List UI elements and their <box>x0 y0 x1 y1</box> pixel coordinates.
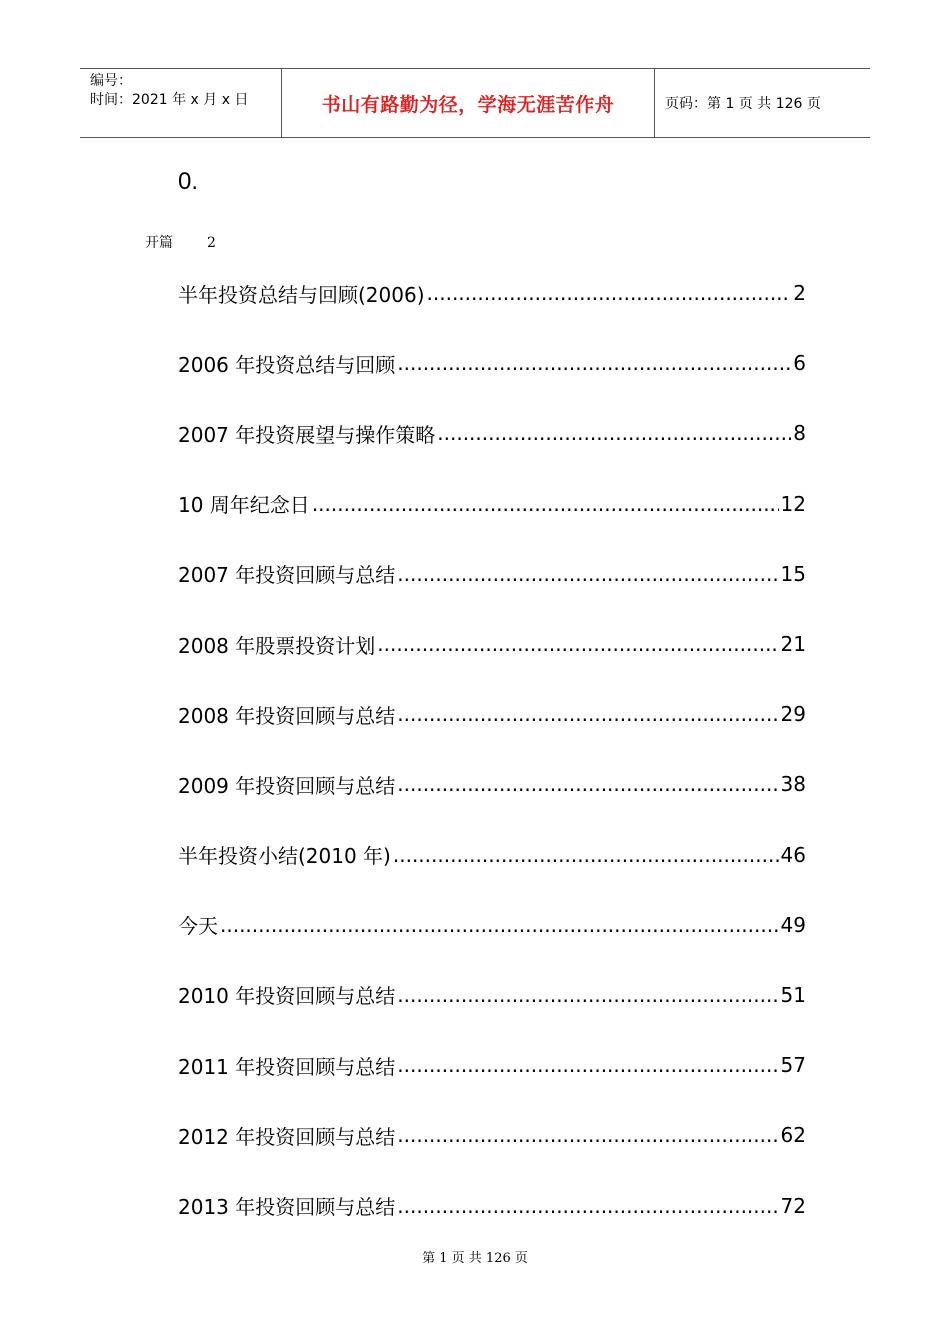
toc-entry[interactable] <box>178 820 806 890</box>
header-motto <box>282 69 655 137</box>
toc-leader <box>220 913 779 937</box>
toc-page: 51 <box>780 982 806 1007</box>
number-label: 编号： <box>90 73 132 89</box>
toc-page: 15 <box>780 561 806 586</box>
page-info-text: 页码：第 1 页 共 126 页 <box>665 96 821 112</box>
toc-page: 72 <box>780 1193 806 1218</box>
toc-page: 21 <box>780 632 806 657</box>
toc-entry[interactable] <box>178 328 806 398</box>
toc-entry[interactable] <box>178 960 806 1030</box>
toc-page: 2 <box>793 281 806 306</box>
toc-title: 半年投资小结(2010 年) <box>178 844 391 869</box>
toc-title: 半年投资总结与回顾(2006) <box>178 282 425 307</box>
toc-page: 46 <box>780 842 806 867</box>
toc-leader <box>397 351 791 375</box>
toc-entry[interactable] <box>178 609 806 679</box>
toc-entry[interactable] <box>178 890 806 960</box>
toc-title: 2006 年投资总结与回顾 <box>178 352 396 377</box>
time-label: 时间：2021 年 x 月 x 日 <box>90 92 249 108</box>
toc-title: 2011 年投资回顾与总结 <box>178 1054 396 1079</box>
toc-leader <box>377 632 778 656</box>
toc-leader <box>397 562 778 586</box>
toc-title: 2009 年投资回顾与总结 <box>178 773 396 798</box>
toc-leader <box>437 421 791 445</box>
toc-title: 2007 年投资回顾与总结 <box>178 563 396 588</box>
toc-entry[interactable] <box>178 679 806 749</box>
toc-title: 10 周年纪念日 <box>178 493 310 518</box>
section-page-number: 2 <box>207 235 216 251</box>
motto-text: 书山有路勤为径，学海无涯苦作舟 <box>321 93 615 116</box>
toc-title: 2012 年投资回顾与总结 <box>178 1124 396 1149</box>
toc-title: 2007 年投资展望与操作策略 <box>178 422 436 447</box>
page-header <box>80 68 870 138</box>
toc-leader <box>312 492 779 516</box>
doc-number: 0. <box>178 168 199 195</box>
toc-leader <box>393 843 779 867</box>
toc-leader <box>397 1194 778 1218</box>
toc-entry[interactable] <box>178 258 806 328</box>
toc-entry[interactable] <box>178 1100 806 1170</box>
toc-page: 49 <box>780 912 806 937</box>
toc-title: 2013 年投资回顾与总结 <box>178 1195 396 1220</box>
toc-page: 8 <box>793 421 806 446</box>
table-of-contents <box>178 258 806 1241</box>
toc-leader <box>397 702 778 726</box>
toc-title: 2010 年投资回顾与总结 <box>178 984 396 1009</box>
toc-entry[interactable] <box>178 749 806 819</box>
toc-entry[interactable] <box>178 1030 806 1100</box>
toc-leader <box>397 1053 778 1077</box>
toc-entry[interactable] <box>178 469 806 539</box>
toc-title: 2008 年股票投资计划 <box>178 633 376 658</box>
section-heading <box>145 232 216 252</box>
toc-entry[interactable] <box>178 539 806 609</box>
toc-leader <box>427 281 792 305</box>
header-meta <box>80 69 282 137</box>
toc-page: 6 <box>793 351 806 376</box>
toc-page: 57 <box>780 1053 806 1078</box>
header-page-info <box>655 69 870 137</box>
toc-leader <box>397 1123 778 1147</box>
toc-title: 2008 年投资回顾与总结 <box>178 703 396 728</box>
toc-leader <box>397 772 778 796</box>
page-footer: 第 1 页 共 126 页 <box>422 1251 528 1266</box>
toc-page: 38 <box>780 772 806 797</box>
toc-title: 今天 <box>178 914 218 939</box>
toc-leader <box>397 983 778 1007</box>
toc-page: 12 <box>780 491 806 516</box>
toc-page: 62 <box>780 1123 806 1148</box>
toc-entry[interactable] <box>178 1170 806 1240</box>
section-label-text: 开篇 <box>145 235 173 251</box>
toc-entry[interactable] <box>178 398 806 468</box>
toc-page: 29 <box>780 702 806 727</box>
